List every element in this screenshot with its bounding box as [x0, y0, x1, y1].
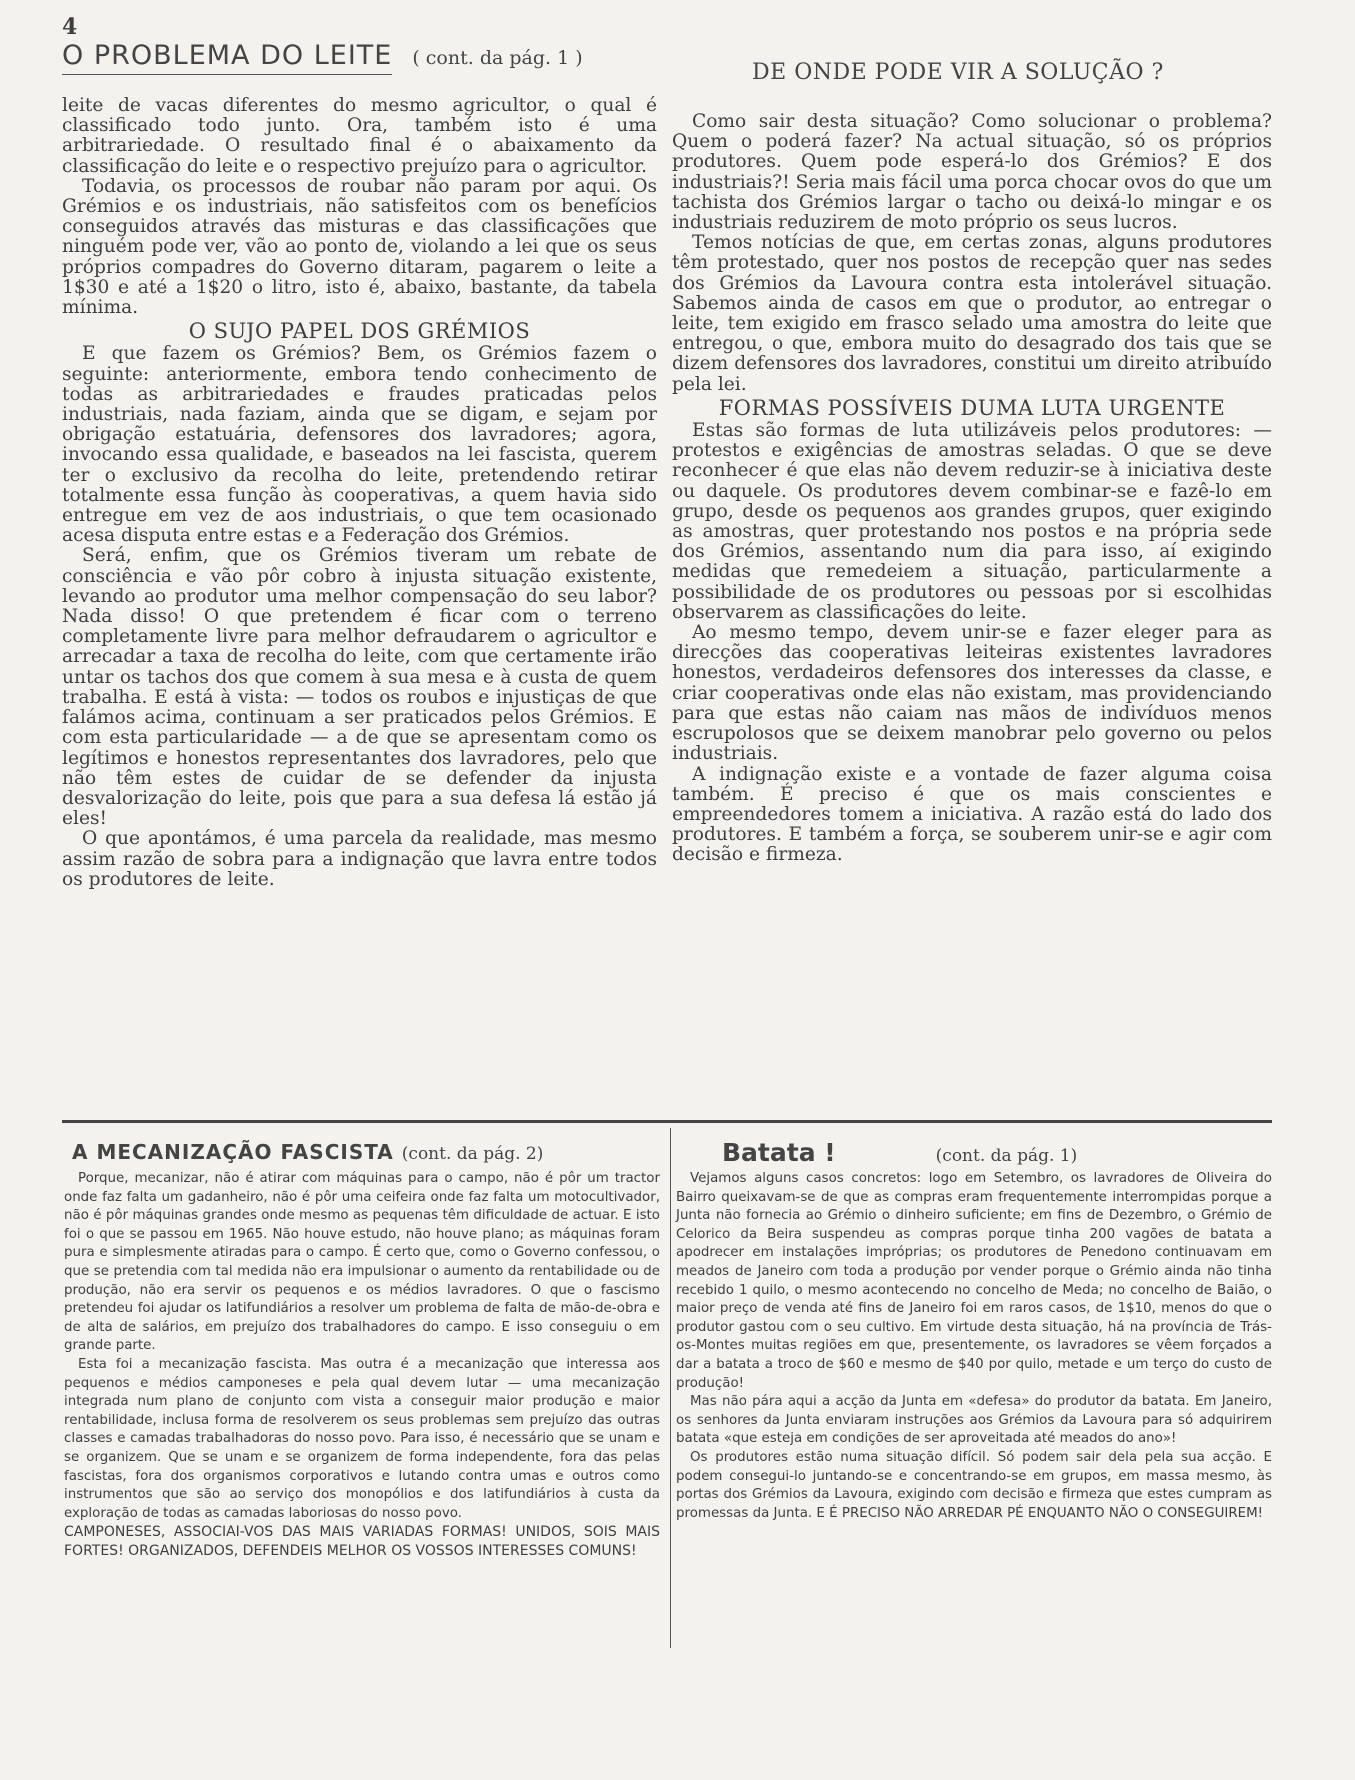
paragraph: O que apontámos, é uma parcela da realidade, mas mesmo assim razão de sobra para a indignação que lavra entre todos os produtores de leite.: [62, 828, 657, 890]
section-divider: [62, 1120, 1272, 1123]
left-column: [62, 96, 657, 890]
mecanizacao-continuation: (cont. da pág. 2): [401, 1144, 544, 1164]
paragraph: Porque, mecanizar, não é atirar com máquinas para o campo, não é pôr um tractor onde faz falta um gadanheiro, não é pôr uma ceifeira onde faz falta um motocultivador, não é pôr máquinas grandes onde mesmo as pequenas têm dificuldade de actuar. E isto foi o que se passou em 1965. Não houve estudo, não houve plano; as máquinas foram pura e simplesmente atiradas para o campo. É certo que, como o Governo confessou, o que se pretendia com tal medida não era impulsionar o aumento da rentabilidade ou de produção, não era servir os pequenos e os médios lavradores. O que o fascismo pretendeu foi ajudar os latifundiários a resolver um problema de falta de mão-de-obra e de alta de salários, em prejuízo dos trabalhadores do campo. E isso conseguiu o em grande parte.: [64, 1171, 660, 1354]
mecanizacao-title-text: A MECANIZAÇÃO FASCISTA: [72, 1140, 394, 1164]
paragraph: Como sair desta situação? Como solucionar o problema? Quem o poderá fazer? Na actual situação, só os próprios produtores. Quem pode esperá-lo dos Grémios? E dos industriais?! Seria mais fácil uma porca chocar ovos do que um tachista dos Grémios largar o tacho ou deixá-lo mingar e os industriais reduzirem de moto próprio os seus lucros.: [672, 111, 1272, 234]
paragraph: A indignação existe e a vontade de fazer alguma coisa também. É preciso é que os mais conscientes e empreendedores tomem a iniciativa. A razão está do lado dos produtores. E também a força, se souberem unir-se e agir com decisão e firmeza.: [672, 763, 1272, 866]
paragraph: Será, enfim, que os Grémios tiveram um rebate de consciência e vão pôr cobro à injusta situação existente, levando ao produtor uma melhor compensação do seu labor? Nada disso! O que pretendem é ficar com o terreno completamente livre para melhor defraudarem o agricultor e arrecadar a taxa de recolha do leite, com que certamente irão untar os tachos dos que comem à sua mesa e à custa de quem trabalha. E está à vista: — todos os roubos e injustiças de que falámos acima, continuam a ser praticados pelos Grémios. E com esta particularidade — a de que se apresentam como os legítimos e honestos representantes dos lavradores, pelo que não têm estes de cuidar de se defender da injusta desvalorização do leite, pois que para a sua defesa lá estão já eles!: [62, 545, 657, 830]
slogan-paragraph: CAMPONESES, ASSOCIAI-VOS DAS MAIS VARIADAS FORMAS! UNIDOS, SOIS MAIS FORTES! ORGANIZADOS, DEFENDEIS MELHOR OS VOSSOS INTERESSES COMUNS!: [64, 1524, 660, 1559]
article-title: [62, 40, 583, 71]
right-column-title: DE ONDE PODE VIR A SOLUÇÃO ?: [752, 60, 1164, 85]
section-heading: FORMAS POSSÍVEIS DUMA LUTA URGENTE: [718, 395, 1226, 420]
paragraph: Mas não pára aqui a acção da Junta em «defesa» do produtor da batata. Em Janeiro, os senhores da Junta enviaram instruções aos Grémios da Lavoura para só adquirirem batata «que esteja em condições de ser aproveitada até meados do ano»!: [676, 1394, 1272, 1447]
paragraph: Ao mesmo tempo, devem unir-se e fazer eleger para as direcções das cooperativas leiteiras existentes lavradores honestos, verdadeiros defensores dos interesses da classe, e criar cooperativas onde elas não existam, mas providenciando para que estas não caiam nas mãos de indivíduos menos escrupolosos que se deixem manobrar pelo governo ou pelos industriais.: [672, 622, 1272, 765]
mecanizacao-title: [72, 1140, 543, 1164]
paragraph: Temos notícias de que, em certas zonas, alguns produtores têm protestado, quer nos postos de recepção quer nas sedes dos Grémios da Lavoura contra esta intolerável situação. Sabemos ainda de casos em que o produtor, ao entregar o leite, tem exigido em frasco selado uma amostra do leite que entregou, o que, embora muito do desagrado dos tais que se dizem defensores dos lavradores, constitui um direito atribuído pela lei.: [672, 232, 1272, 395]
batata-continuation: (cont. da pág. 1): [935, 1146, 1078, 1166]
paragraph: Vejamos alguns casos concretos: logo em Setembro, os lavradores de Oliveira do Bairro queixavam-se de que as compras eram frequentemente interrompidas porque a Junta não fornecia ao Grémio o dinheiro suficiente; em fins de Dezembro, o Grémio de Celorico da Beira suspendeu as compras porque tinha 200 vagões de batata a apodrecer em instalações impróprias; os produtores de Penedono continuavam em meados de Janeiro com toda a produção por vender porque o Grémio ainda não tinha recebido 1 quilo, o mesmo acontecendo no concelho de Meda; no concelho de Baião, o maior preço de venda até fins de Janeiro foi em raros casos, de 1$10, menos do que o produtor gastou com o seu cultivo. Em virtude desta situação, há na província de Trás-os-Montes muitas regiões em que, presentemente, os lavradores se vêem forçados a dar a batata a troco de $60 e mesmo de $40 por quilo, metade e um terço do custo de produção!: [676, 1171, 1272, 1391]
mecanizacao-body: [64, 1170, 660, 1560]
paragraph: Estas são formas de luta utilizáveis pelos produtores: — protestos e exigências de amostras seladas. O que se deve reconhecer é que elas não devem reduzir-se à iniciativa deste ou daquele. Os produtores devem combinar-se e fazê-lo em grupo, desde os pequenos aos grandes grupos, quer exigindo as amostras, quer protestando nos postos e na própria sede dos Grémios, assentando num dia para isso, aí exigindo medidas que remedeiem a situação, particularmente a possibilidade de os produtores ou pessoas por si escolhidas observarem as classificações do leite.: [672, 420, 1272, 623]
column-divider: [670, 1128, 671, 1648]
paragraph: Os produtores estão numa situação difícil. Só podem sair dela pela sua acção. E podem consegui-lo juntando-se e concentrando-se em grupos, em massa mesmo, às portas dos Grémios da Lavoura, exigindo com decisão e firmeza que estes cumpram as promessas da Junta. E É PRECISO NÃO ARREDAR PÉ ENQUANTO NÃO O CONSEGUIREM!: [676, 1449, 1272, 1521]
batata-body: [676, 1170, 1272, 1523]
section-heading: O SUJO PAPEL DOS GRÉMIOS: [188, 319, 531, 344]
title-underline: [62, 74, 392, 75]
right-column: [672, 112, 1272, 866]
article-title-text: O PROBLEMA DO LEITE: [62, 40, 393, 71]
paragraph: leite de vacas diferentes do mesmo agricultor, o qual é classificado todo junto. Ora, também isto é uma arbitrariedade. O resultado final é o abaixamento da classificação do leite e o respectivo prejuízo para o agricultor.: [62, 95, 657, 177]
page-number: 4: [62, 14, 78, 40]
article-continuation: ( cont. da pág. 1 ): [412, 47, 583, 69]
paragraph: Esta foi a mecanização fascista. Mas outra é a mecanização que interessa aos pequenos e médios camponeses e pela qual devem lutar — uma mecanização integrada num plano de conjunto com vista a conseguir maior produção e maior rentabilidade, inclusa forma de resolverem os seus problemas sem prejuízo das outras classes e camadas trabalhadoras do nosso povo. Para isso, é necessário que se unam e se organizem. Que se unam e se organizem de forma independente, fora das pelas fascistas, fora dos organismos corporativos e lutando contra umas e outros como instrumentos que são ao serviço dos monopólios e dos latifundiários à custa da exploração de todas as camadas laboriosas do nosso povo.: [64, 1356, 660, 1521]
batata-title: [722, 1138, 1077, 1167]
paragraph: Todavia, os processos de roubar não param por aqui. Os Grémios e os industriais, não satisfeitos com os benefícios conseguidos através das misturas e das classificações que ninguém pode ver, vão ao ponto de, violando a lei que os seus próprios compadres do Governo ditaram, pagarem o leite a 1$30 e até a 1$20 o litro, isto é, abaixo, bastante, da tabela mínima.: [62, 175, 657, 319]
batata-title-text: Batata !: [722, 1138, 836, 1167]
paragraph: E que fazem os Grémios? Bem, os Grémios fazem o seguinte: anteriormente, embora tendo conhecimento de todas as arbitrariedades e fraudes praticadas pelos industriais, nada faziam, ainda que se digam, e sejam por obrigação estatuária, defensores dos lavradores; agora, invocando essa qualidade, e baseados na lei fascista, querem ter o exclusivo da recolha do leite, pretendendo retirar totalmente essa função às cooperativas, a quem havia sido entregue em vez de aos industriais, o que tem ocasionado acesa disputa entre estas e a Federação dos Grémios.: [62, 343, 657, 547]
